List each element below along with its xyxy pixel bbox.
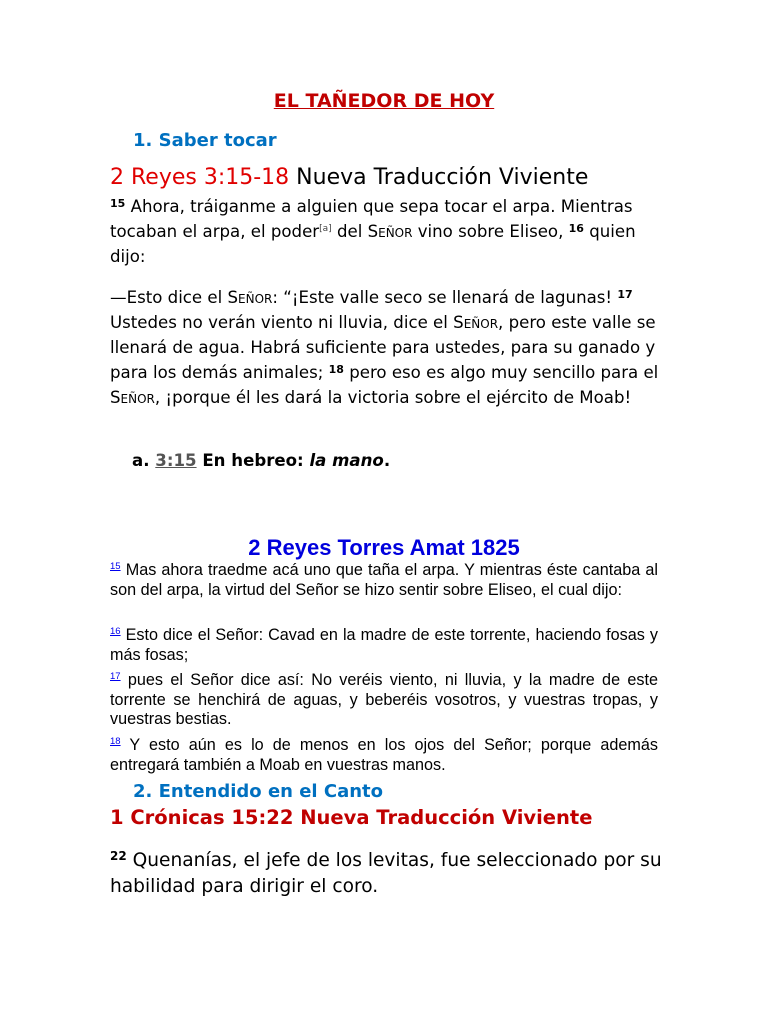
section-heading-entendido: 2. Entendido en el Canto [133,781,384,802]
lord-small-caps: Señor [110,388,155,407]
verse-block-15-16 [110,194,670,269]
footnote-marker: a. [132,451,156,470]
footnote-a [132,451,390,470]
bible-version: Nueva Traducción Viviente [289,165,589,190]
verse-number-link[interactable]: 15 [110,561,121,572]
lord-small-caps: Señor [367,222,413,241]
verse-text: Mas ahora traedme acá uno que taña el arpa. Y mientras éste cantaba al son del arpa, la virtud del Señor se hizo sentir sobre Eliseo, el cual dijo: [110,561,658,599]
verse-22-cronicas [110,848,670,900]
verse-number: 15 [110,197,126,210]
verse-number-link[interactable]: 17 [110,671,121,682]
verse-text: , pero este valle se llenará de agua. Habrá suficiente para ustedes, para su ganado y para los demás animales; [110,313,656,382]
verse-text: del [331,222,368,241]
passage-heading-2-reyes-ntv [110,165,588,190]
verse-number: 17 [617,288,633,301]
verse-number: 22 [110,849,127,863]
verse-text: pues el Señor dice así: No veréis viento, ni lluvia, y la madre de este torrente se henchirá de aguas, y beberéis vosotros, y vuestras tropas, y vuestras bestias. [110,671,658,728]
verse-text: quien dijo: [110,222,636,266]
lord-small-caps: Señor [453,313,499,332]
footnote-italic: la mano [309,451,384,470]
footnote-link[interactable]: [a] [319,224,332,234]
verse-text: pero eso es algo muy sencillo para el [343,363,659,382]
verse-text: , ¡porque él les dará la victoria sobre el ejército de Moab! [154,388,632,407]
verse-number-link[interactable]: 18 [110,736,121,747]
verse-block-16-18 [110,285,670,410]
footnote-text: En hebreo: [196,451,310,470]
verse-16-amat [110,626,658,665]
verse-text: —Esto dice el [110,288,228,307]
verse-text: Ahora, tráiganme a alguien que sepa tocar el arpa. Mientras tocaban el arpa, el poder [110,197,633,241]
scripture-reference: 2 Reyes 3:15-18 [110,165,290,190]
verse-text: Quenanías, el jefe de los levitas, fue seleccionado por su habilidad para dirigir el coro. [110,850,662,897]
verse-text: Y esto aún es lo de menos en los ojos del Señor; porque además entregará también a Moab en vuestras manos. [110,736,658,774]
verse-text: Ustedes no verán viento ni lluvia, dice el [110,313,454,332]
section-heading-saber-tocar: 1. Saber tocar [133,130,277,151]
footnote-verse-link[interactable]: 3:15 [155,451,197,470]
verse-number: 18 [328,363,344,376]
passage-heading-torres-amat: 2 Reyes Torres Amat 1825 [248,535,520,560]
verse-text: vino sobre Eliseo, [412,222,569,241]
verse-15-amat [110,561,658,600]
verse-18-amat [110,736,658,775]
lord-small-caps: Señor [227,288,273,307]
footnote-end: . [383,451,391,470]
passage-heading-1-cronicas: 1 Crónicas 15:22 Nueva Traducción Viviente [110,806,593,829]
verse-17-amat [110,671,658,730]
verse-number: 16 [568,222,584,235]
verse-text: : “¡Este valle seco se llenará de lagunas! [272,288,618,307]
page-title: EL TAÑEDOR DE HOY [273,90,495,112]
verse-text: Esto dice el Señor: Cavad en la madre de este torrente, haciendo fosas y más fosas; [110,626,658,664]
verse-number-link[interactable]: 16 [110,626,121,637]
